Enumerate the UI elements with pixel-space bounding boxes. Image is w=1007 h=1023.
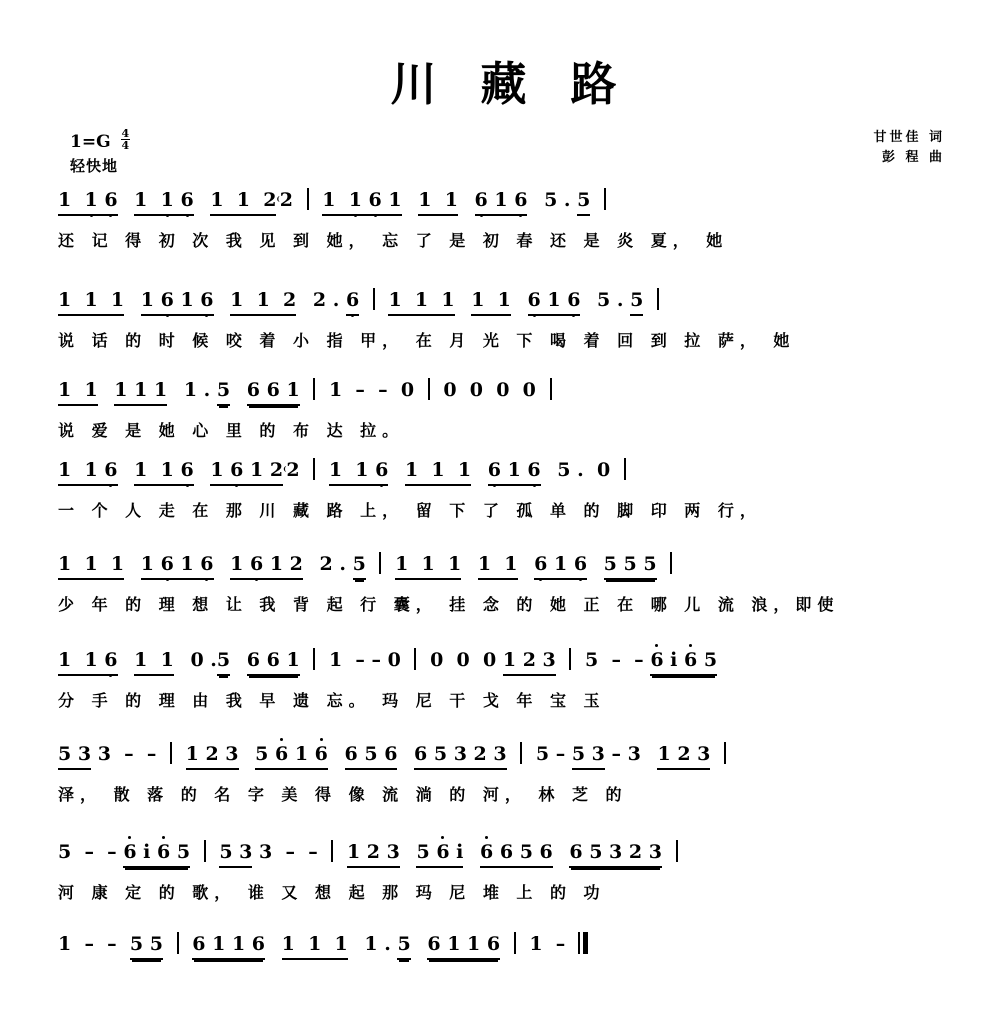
- notation-line-6: 1 1 6 1 1 0 .5 6 6 1 1 – – 0 0 0 0 1 2 3 5 – – 6 i 6 5: [58, 648, 953, 682]
- key-signature: [70, 128, 130, 152]
- music-system-3: [58, 378, 953, 448]
- notation-line-9: 1 – – 5 5 6 1 1 6 1 1 1 1 . 5 6 1 1 6 1 –: [58, 932, 953, 966]
- notation-line-4: 1 1 6 1 1 6 1 6 1 2₍2 1 1 6 1 1 1 6 1 6 5 . 0: [58, 458, 953, 492]
- lyrics-line-3: 说 爱 是 她 心 里 的 布 达 拉。: [58, 421, 405, 440]
- music-system-1: [58, 188, 953, 258]
- lyrics-line-8: 河 康 定 的 歌， 谁 又 想 起 那 玛 尼 堆 上 的 功: [58, 883, 606, 902]
- final-barline: [578, 932, 588, 959]
- notation-line-8: 5 – – 6 i 6 5 5 3 3 – – 1 2 3 5 6 i 6 6 5 6 6 5 3 2 3: [58, 840, 953, 874]
- music-system-8: [58, 840, 953, 910]
- lyrics-line-4: 一 个 人 走 在 那 川 藏 路 上， 留 下 了 孤 单 的 脚 印 两 行，: [58, 501, 762, 520]
- key-signature-text: 1=G: [70, 132, 111, 152]
- music-system-9: [58, 932, 953, 1002]
- music-system-4: [58, 458, 953, 528]
- tempo-marking: 轻快地: [70, 157, 119, 175]
- lyricist-credit: 甘世佳 词: [873, 130, 945, 145]
- notation-line-5: 1 1 1 1 6 1 6 1 6 1 2 2 . 5 1 1 1 1 1 6 1 6 5 5 5: [58, 552, 953, 586]
- composer-credit: 彭 程 曲: [881, 150, 945, 165]
- music-system-7: [58, 742, 953, 812]
- notation-line-1: 1 1 6 1 1 6 1 1 2₍2 1 1 6 1 1 1 6 1 6 5 . 5: [58, 188, 953, 222]
- time-signature: [121, 128, 131, 151]
- credits: [873, 128, 945, 168]
- notation-line-2: 1 1 1 1 6 1 6 1 1 2 2 . 6 1 1 1 1 1 6 1 6 5 . 5: [58, 288, 953, 322]
- lyrics-line-5: 少 年 的 理 想 让 我 背 起 行 囊， 挂 念 的 她 正 在 哪 儿 流 浪，即使: [58, 595, 840, 614]
- time-signature-numerator: 4: [121, 127, 130, 140]
- music-system-6: [58, 648, 953, 718]
- notation-line-7: 5 3 3 – – 1 2 3 5 6 1 6 6 5 6 6 5 3 2 3 5 – 5 3 – 3 1 2 3: [58, 742, 953, 776]
- lyrics-line-6: 分 手 的 理 由 我 早 遗 忘。 玛 尼 干 戈 年 宝 玉: [58, 691, 606, 710]
- lyrics-line-1: 还 记 得 初 次 我 见 到 她， 忘 了 是 初 春 还 是 炎 夏， 她: [58, 231, 729, 250]
- music-system-2: [58, 288, 953, 358]
- lyrics-line-9: [58, 972, 953, 1002]
- page-title: 川 藏 路: [390, 57, 631, 111]
- notation-line-3: 1 1 1 1 1 1 . 5 6 6 1 1 – – 0 0 0 0 0: [58, 378, 953, 412]
- time-signature-denominator: 4: [121, 139, 130, 152]
- music-system-5: [58, 552, 953, 622]
- lyrics-line-7: 泽， 散 落 的 名 字 美 得 像 流 淌 的 河， 林 芝 的: [58, 785, 628, 804]
- lyrics-line-2: 说 话 的 时 候 咬 着 小 指 甲， 在 月 光 下 喝 着 回 到 拉 萨， 她: [58, 331, 796, 350]
